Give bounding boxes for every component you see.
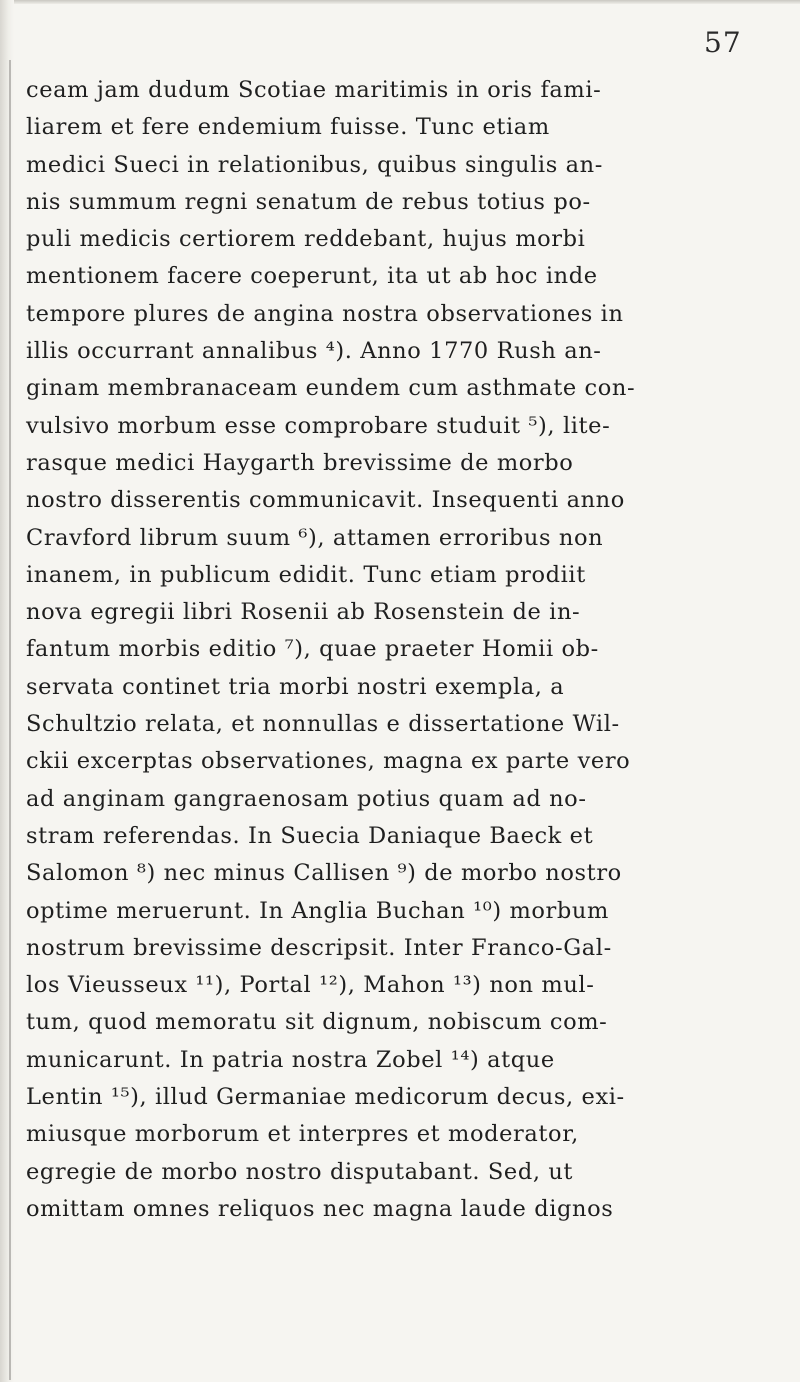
text-line: miusque morborum et interpres et moderator, <box>26 1121 579 1148</box>
text-line: inanem, in publicum edidit. Tunc etiam prodiit <box>26 561 586 588</box>
text-line: Cravford librum suum ⁶), attamen erroribus non <box>26 524 604 551</box>
page-top-edge <box>0 0 800 4</box>
text-line: nostro disserentis communicavit. Insequenti anno <box>26 487 625 514</box>
text-line: municarunt. In patria nostra Zobel ¹⁴) atque <box>26 1046 555 1073</box>
text-line: tempore plures de angina nostra observationes in <box>26 300 624 327</box>
text-line: servata continet tria morbi nostri exempla, a <box>26 673 565 700</box>
text-line: liarem et fere endemium fuisse. Tunc etiam <box>26 114 550 141</box>
text-line: rasque medici Haygarth brevissime de morbo <box>26 449 574 476</box>
text-line: ad anginam gangraenosam potius quam ad no- <box>26 785 587 812</box>
text-line: egregie de morbo nostro disputabant. Sed, ut <box>26 1158 574 1185</box>
text-line: vulsivo morbum esse comprobare studuit ⁵), lite- <box>26 412 611 439</box>
text-line: Schultzio relata, et nonnullas e dissertatione Wil- <box>26 711 620 738</box>
text-line: ckii excerptas observationes, magna ex parte vero <box>26 748 631 775</box>
page-binding-shadow <box>0 0 14 1382</box>
text-line: nostrum brevissime descripsit. Inter Franco-Gal- <box>26 934 612 961</box>
text-line: Salomon ⁸) nec minus Callisen ⁹) de morbo nostro <box>26 860 622 887</box>
text-line: medici Sueci in relationibus, quibus singulis an- <box>26 151 603 178</box>
text-line: puli medicis certiorem reddebant, hujus morbi <box>26 226 586 253</box>
text-line: nis summum regni senatum de rebus totius po- <box>26 188 591 215</box>
body-text <box>26 72 796 1228</box>
text-line: tum, quod memoratu sit dignum, nobiscum com- <box>26 1009 608 1036</box>
text-line: los Vieusseux ¹¹), Portal ¹²), Mahon ¹³) non mul- <box>26 972 595 999</box>
page-number: 57 <box>704 26 742 59</box>
text-line: stram referendas. In Suecia Daniaque Baeck et <box>26 822 594 849</box>
text-line: ceam jam dudum Scotiae maritimis in oris fami- <box>26 77 602 103</box>
text-line: mentionem facere coeperunt, ita ut ab hoc inde <box>26 263 598 290</box>
text-line: Lentin ¹⁵), illud Germaniae medicorum decus, exi- <box>26 1084 625 1111</box>
text-line: nova egregii libri Rosenii ab Rosenstein de in- <box>26 599 581 626</box>
text-line: ginam membranaceam eundem cum asthmate con- <box>26 375 636 402</box>
text-line: optime meruerunt. In Anglia Buchan ¹⁰) morbum <box>26 897 609 924</box>
text-line: fantum morbis editio ⁷), quae praeter Homii ob- <box>26 636 599 663</box>
left-margin-rule <box>9 60 11 1380</box>
text-line: omittam omnes reliquos nec magna laude dignos <box>26 1195 614 1222</box>
text-line: illis occurrant annalibus ⁴). Anno 1770 Rush an- <box>26 338 602 365</box>
